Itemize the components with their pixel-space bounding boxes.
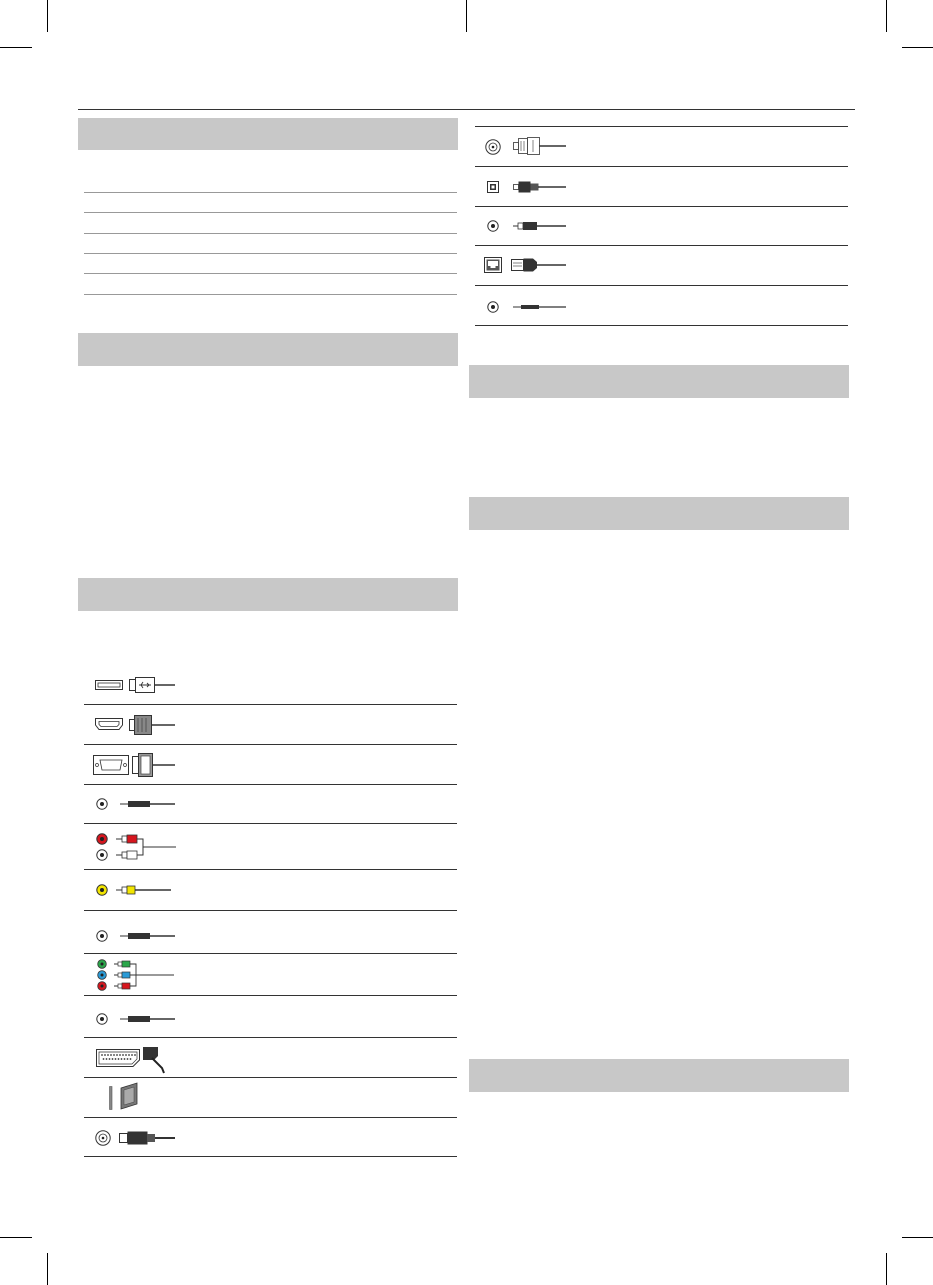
table-row-divider <box>84 233 457 234</box>
header-rule <box>78 109 855 110</box>
section-heading-bar <box>469 365 849 398</box>
hdmi-plug-icon <box>129 715 175 735</box>
crop-mark <box>902 1237 933 1238</box>
table-row <box>84 1038 457 1077</box>
table-row <box>475 127 848 166</box>
table-row <box>84 705 457 744</box>
rca-audio-plug-icon <box>116 833 176 861</box>
audio-jack-icon <box>96 798 108 810</box>
mini-jack-plug-icon <box>120 931 175 941</box>
table-row <box>84 996 457 1037</box>
table-row <box>475 207 848 245</box>
crop-mark <box>0 47 32 48</box>
rca-video-plug-icon <box>116 884 171 896</box>
headphone-port-icon <box>487 301 499 313</box>
table-row-divider <box>84 294 457 295</box>
table-row-divider <box>84 253 457 254</box>
usb-port-icon <box>95 680 123 690</box>
hdmi-port-icon <box>95 718 123 730</box>
table-row <box>475 286 848 325</box>
table-row <box>84 870 457 910</box>
component-port-icon <box>97 959 107 991</box>
table-row <box>84 1078 457 1117</box>
table-row <box>84 954 457 995</box>
table-row-divider <box>84 273 457 274</box>
f-connector-plug-icon <box>513 136 566 156</box>
antenna-port-icon <box>95 1130 111 1146</box>
section-heading-bar <box>78 118 458 150</box>
coaxial-port-icon <box>487 220 499 232</box>
optical-plug-icon <box>513 180 566 194</box>
table-row-divider <box>84 212 457 213</box>
audio-jack-icon <box>96 1013 108 1025</box>
audio-jack-icon <box>96 930 108 942</box>
table-row-divider <box>84 1156 457 1157</box>
table-row <box>84 824 457 869</box>
section-heading-bar <box>469 1059 849 1092</box>
vga-port-icon <box>93 755 129 775</box>
crop-mark <box>47 1253 48 1285</box>
table-row <box>475 167 848 206</box>
table-row <box>84 785 457 823</box>
table-row <box>84 745 457 784</box>
rca-audio-port-icon <box>96 833 108 861</box>
crop-mark <box>466 0 467 32</box>
section-heading-bar <box>78 333 458 366</box>
antenna-plug-icon <box>119 1131 175 1145</box>
table-row-divider <box>84 192 457 193</box>
lan-port-icon <box>484 257 502 273</box>
table-row-divider <box>475 325 848 326</box>
satellite-port-icon <box>485 139 501 155</box>
section-heading-bar <box>469 497 849 530</box>
crop-mark <box>0 1237 32 1238</box>
section-heading-bar <box>78 578 458 611</box>
table-row <box>84 911 457 953</box>
table-row <box>84 1118 457 1156</box>
ethernet-plug-icon <box>511 257 566 273</box>
table-row <box>475 246 848 285</box>
ci-slot-icon <box>109 1086 113 1110</box>
crop-mark <box>886 1253 887 1285</box>
mini-jack-plug-icon <box>120 799 175 809</box>
scart-port-icon <box>96 1049 140 1067</box>
table-row <box>84 664 457 704</box>
headphone-plug-icon <box>513 302 566 312</box>
composite-video-port-icon <box>96 884 108 896</box>
ci-card-icon <box>117 1082 141 1110</box>
crop-mark <box>886 0 887 32</box>
component-plug-icon <box>114 959 174 991</box>
optical-port-icon <box>487 181 499 193</box>
vga-plug-icon <box>132 753 175 777</box>
mini-jack-plug-icon <box>120 1014 175 1024</box>
usb-plug-icon <box>129 677 175 693</box>
coaxial-plug-icon <box>513 220 566 232</box>
scart-plug-icon <box>142 1046 166 1074</box>
crop-mark <box>47 0 48 32</box>
crop-mark <box>902 47 933 48</box>
